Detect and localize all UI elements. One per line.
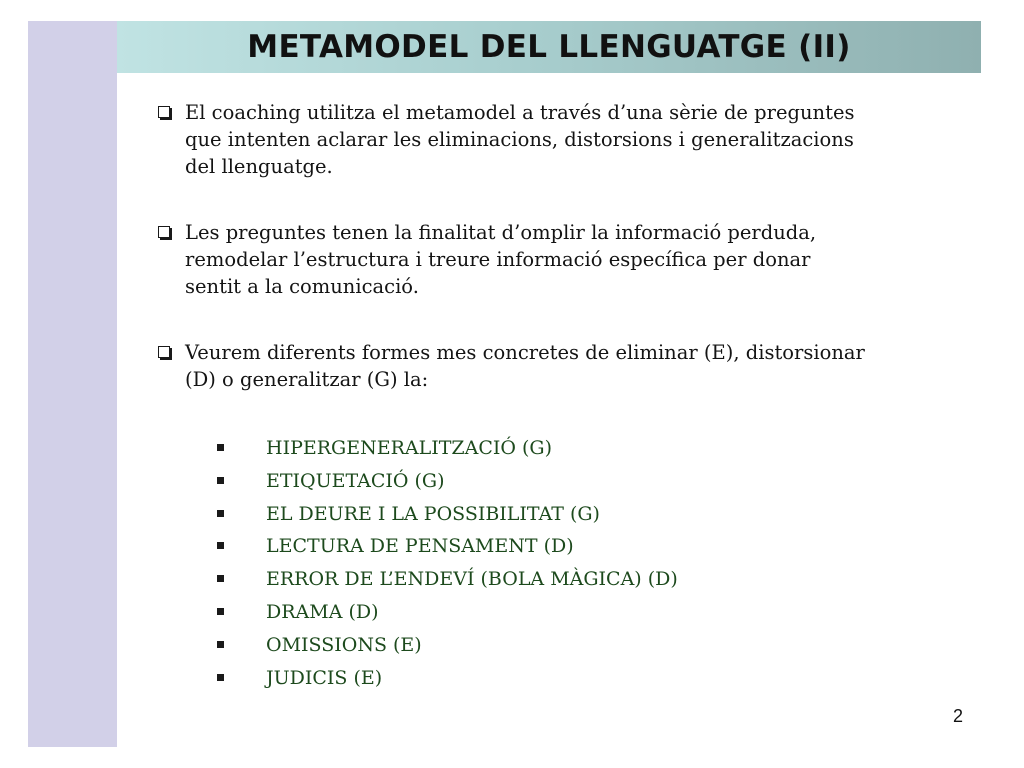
list-item — [215, 465, 915, 498]
square-bullet-icon — [217, 674, 224, 681]
list-item-label: JUDICIS (E) — [266, 666, 383, 689]
slide-body — [156, 99, 956, 430]
paragraph-1-line-1: El coaching utilitza el metamodel a través d’una sèrie de preguntes — [185, 101, 855, 124]
list-item-label: DRAMA (D) — [266, 600, 379, 623]
list-item — [215, 563, 915, 596]
paragraph-1-line-3: del llenguatge. — [185, 155, 333, 178]
checkbox-icon — [158, 226, 170, 238]
paragraph-2-line-3: sentit a la comunicació. — [185, 275, 419, 298]
list-item-label: HIPERGENERALITZACIÓ (G) — [266, 437, 552, 459]
square-bullet-icon — [217, 477, 224, 484]
list-item-label: ETIQUETACIÓ (G) — [266, 469, 445, 492]
paragraph-3 — [156, 339, 956, 393]
square-bullet-icon — [217, 575, 224, 582]
list-item-label: LECTURA DE PENSAMENT (D) — [266, 535, 574, 558]
square-bullet-icon — [217, 641, 224, 648]
paragraph-3-line-1: Veurem diferents formes mes concretes de eliminar (E), distorsionar — [185, 341, 865, 364]
square-bullet-icon — [217, 608, 224, 615]
distortion-types-list — [215, 432, 915, 694]
title-bar — [117, 21, 981, 73]
list-item-label: EL DEURE I LA POSSIBILITAT (G) — [266, 502, 600, 525]
paragraph-2 — [156, 219, 956, 300]
square-bullet-icon — [217, 542, 224, 549]
paragraph-2-line-1: Les preguntes tenen la finalitat d’omplir la informació perduda, — [185, 221, 817, 244]
list-item — [215, 662, 915, 695]
list-item-label: OMISSIONS (E) — [266, 633, 422, 656]
checkbox-icon — [158, 106, 170, 118]
left-decorative-band — [28, 21, 117, 747]
paragraph-2-line-2: remodelar l’estructura i treure informació específica per donar — [185, 248, 811, 271]
paragraph-1 — [156, 99, 956, 180]
checkbox-icon — [158, 346, 170, 358]
list-item — [215, 530, 915, 563]
paragraph-3-line-2: (D) o generalitzar (G) la: — [185, 368, 429, 391]
slide-title: METAMODEL DEL LLENGUATGE (II) — [247, 29, 851, 65]
list-item-label: ERROR DE L’ENDEVÍ (BOLA MÀGICA) (D) — [266, 568, 678, 591]
list-item — [215, 498, 915, 531]
page-number: 2 — [952, 706, 963, 726]
square-bullet-icon — [217, 444, 224, 451]
list-item — [215, 629, 915, 662]
paragraph-1-line-2: que intenten aclarar les eliminacions, distorsions i generalitzacions — [185, 128, 854, 151]
square-bullet-icon — [217, 510, 224, 517]
list-item — [215, 432, 915, 465]
list-item — [215, 596, 915, 629]
